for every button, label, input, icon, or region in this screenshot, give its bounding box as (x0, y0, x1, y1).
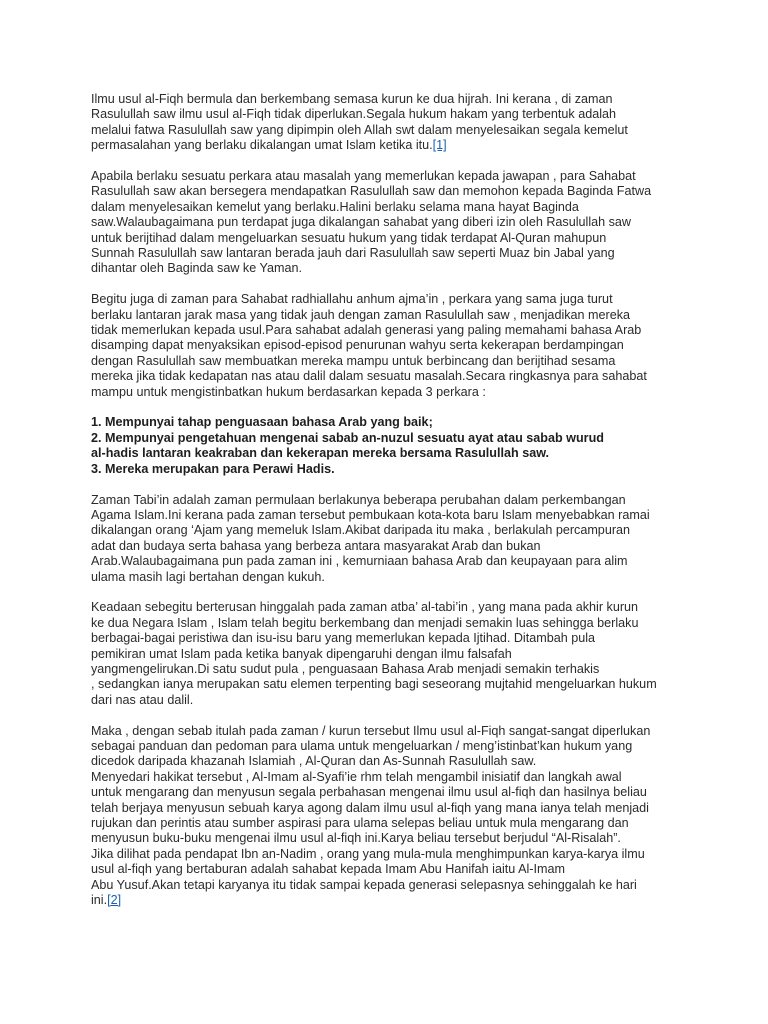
paragraph-3 (91, 292, 691, 400)
text-line: dihantar oleh Baginda saw ke Yaman. (91, 261, 302, 276)
text-line: dengan Rasulullah saw membuatkan mereka mampu untuk berbincang dan berijtihad sesama (91, 353, 616, 368)
text-line: pemikiran umat Islam pada ketika banyak dipengaruhi dengan ilmu falsafah (91, 646, 512, 661)
text-line: disamping dapat menyaksikan episod-episod penurunan wahyu serta kekerapan berdampingan (91, 338, 624, 353)
text-line: permasalahan yang berlaku dikalangan umat Islam ketika itu. (91, 138, 433, 153)
text-line: adat dan budaya serta bahasa yang berbeza antara masyarakat Arab dan bukan (91, 538, 541, 553)
text-line: mampu untuk mengistinbatkan hukum berdasarkan kepada 3 perkara : (91, 384, 486, 399)
text-line-with-footnote (91, 893, 691, 908)
text-line: ke dua Negara Islam , Islam telah begitu berkembang dan menjadi semakin luas sehingga berlaku (91, 615, 639, 630)
text-line: Jika dilihat pada pendapat Ibn an-Nadim , orang yang mula-mula menghimpunkan karya-karya ilmu (91, 846, 645, 861)
text-line: untuk mengarang dan menyusun segala perbahasan mengenai ilmu usul al-fiqh dan hasilnya beliau (91, 785, 647, 800)
text-line: Keadaan sebegitu berterusan hinggalah pada zaman atba’ al-tabi’in , yang mana pada akhir kurun (91, 600, 639, 615)
paragraph-2 (91, 169, 691, 277)
text-line: ini. (91, 893, 108, 908)
text-line: melalui fatwa Rasulullah saw yang dipimpin oleh Allah swt dalam menyelesaikan segala kemelut (91, 122, 628, 137)
text-line: mereka jika tidak kedapatan nas atau dalil dalam sesuatu masalah.Secara ringkasnya para sahabat (91, 369, 647, 384)
text-line: menyusun buku-buku mengenai ilmu usul al-fiqh ini.Karya beliau tersebut berjudul “Al-Risalah”. (91, 831, 621, 846)
text-line: berlaku lantaran jarak masa yang tidak jauh dengan zaman Rasulullah saw , menjadikan mereka (91, 307, 631, 322)
text-line: Maka , dengan sebab itulah pada zaman / kurun tersebut Ilmu usul al-Fiqh sangat-sangat diperlukan (91, 723, 651, 738)
text-line: Agama Islam.Ini kerana pada zaman tersebut pembukaan kota-kota baru Islam menyebabkan ramai (91, 507, 650, 522)
text-line: saw.Walaubagaimana pun terdapat juga dikalangan sahabat yang diberi izin oleh Rasulullah saw (91, 215, 632, 230)
text-line: Ilmu usul al-Fiqh bermula dan berkembang semasa kurun ke dua hijrah. Ini kerana , di zaman (91, 92, 613, 106)
paragraph-6 (91, 724, 691, 909)
list-item: 1. Mempunyai tahap penguasaan bahasa Arab yang baik; (91, 415, 433, 430)
text-line: yangmengelirukan.Di satu sudut pula , penguasaan Bahasa Arab menjadi semakin terhakis (91, 661, 600, 676)
text-line: Arab.Walaubagaimana pun pada zaman ini , kemurniaan bahasa Arab dan keupayaan para alim (91, 554, 628, 569)
text-line: dalam menyelesaikan kemelut yang berlaku.Halini berlaku selama mana hayat Baginda (91, 199, 579, 214)
text-line: Sunnah Rasulullah saw lantaran berada jauh dari Rasulullah saw seperti Muaz bin Jabal yang (91, 246, 615, 261)
list-item: 3. Mereka merupakan para Perawi Hadis. (91, 461, 335, 476)
text-line: rujukan dan perintis atau sumber aspirasi para ulama selepas beliau untuk mula mengarang dan (91, 816, 629, 830)
numbered-list-bold (91, 415, 691, 477)
text-line: Apabila berlaku sesuatu perkara atau masalah yang memerlukan kepada jawapan , para Sahabat (91, 169, 636, 184)
paragraph-4 (91, 493, 691, 585)
text-line: dikalangan orang ‘Ajam yang memeluk Islam.Akibat daripada itu maka , berlakulah percampuran (91, 523, 631, 538)
text-line: sebagai panduan dan pedoman para ulama untuk mengeluarkan / meng’istinbat’kan hukum yang (91, 738, 633, 753)
text-line-with-footnote (91, 138, 691, 153)
text-line: Rasulullah saw ilmu usul al-Fiqh tidak diperlukan.Segala hukum hakam yang terbentuk adalah (91, 107, 617, 122)
text-line: Zaman Tabi’in adalah zaman permulaan berlakunya beberapa perubahan dalam perkembangan (91, 492, 626, 507)
document-body (91, 92, 691, 908)
list-item: 2. Mempunyai pengetahuan mengenai sabab an-nuzul sesuatu ayat atau sabab wurud (91, 430, 604, 445)
text-line: usul al-fiqh yang bertaburan adalah sahabat kepada Imam Abu Hanifah iaitu Al-Imam (91, 862, 565, 877)
list-item-continuation: al-hadis lantaran keakraban dan kekerapan mereka bersama Rasulullah saw. (91, 446, 550, 461)
text-line: telah berjaya menyusun sebuah karya agong dalam ilmu usul al-fiqh yang mana ianya telah menjadi (91, 800, 649, 815)
text-line: Menyedari hakikat tersebut , Al-Imam al-Syafi’ie rhm telah mengambil inisiatif dan langkah awal (91, 769, 622, 784)
text-line: ulama masih lagi bertahan dengan kukuh. (91, 569, 325, 584)
text-line: untuk berijtihad dalam mengeluarkan sesuatu hukum yang tidak terdapat Al-Quran mahupun (91, 230, 607, 245)
text-line: dicedok daripada khazanah Islamiah , Al-Quran dan As-Sunnah Rasulullah saw. (91, 754, 537, 769)
footnote-link-2[interactable]: [2] (107, 893, 122, 908)
text-line: dari nas atau dalil. (91, 692, 194, 707)
text-line: Abu Yusuf.Akan tetapi karyanya itu tidak sampai kepada generasi selepasnya sehinggalah ke hari (91, 877, 637, 892)
text-line: Rasulullah saw akan bersegera mendapatkan Rasulullah saw dan memohon kepada Baginda Fatwa (91, 184, 652, 199)
paragraph-5 (91, 600, 691, 708)
text-line: , sedangkan ianya merupakan satu elemen terpenting bagi seseorang mujtahid mengeluarkan hukum (91, 677, 657, 692)
paragraph-1 (91, 92, 691, 154)
footnote-link-1[interactable]: [1] (432, 138, 447, 153)
text-line: tidak memerlukan kepada usul.Para sahabat adalah generasi yang paling memahami bahasa Arab (91, 323, 642, 338)
text-line: berbagai-bagai peristiwa dan isu-isu baru yang memerlukan kepada Ijtihad. Ditambah pula (91, 631, 596, 646)
text-line: Begitu juga di zaman para Sahabat radhiallahu anhum ajma’in , perkara yang sama juga turut (91, 292, 613, 307)
